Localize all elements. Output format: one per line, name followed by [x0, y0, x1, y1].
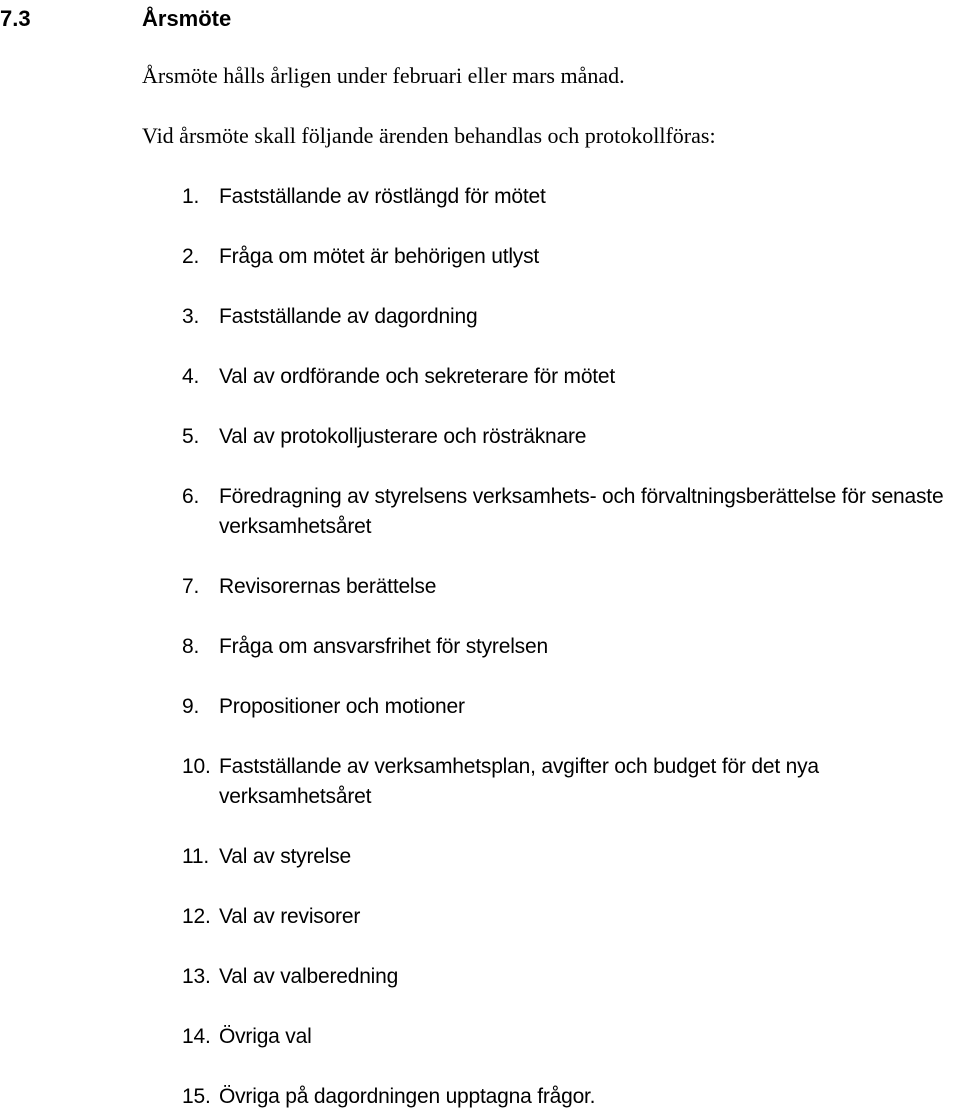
agenda-item-text: Övriga på dagordningen upptagna frågor. [219, 1085, 596, 1108]
agenda-item [182, 302, 960, 332]
agenda-item-number: 1. [182, 185, 200, 208]
agenda-item-text: Revisorernas berättelse [219, 575, 437, 598]
paragraph-agenda-intro: Vid årsmöte skall följande ärenden behandlas och protokollföras: [142, 123, 716, 148]
agenda-item-number: 9. [182, 695, 200, 718]
section-title: Årsmöte [142, 6, 232, 31]
agenda-item-number: 10. [182, 755, 211, 778]
agenda-item-number: 8. [182, 635, 200, 658]
agenda-item-number: 2. [182, 245, 200, 268]
agenda-item-number: 15. [182, 1085, 211, 1108]
agenda-item [182, 482, 960, 542]
agenda-item-number: 11. [182, 845, 210, 868]
agenda-item [182, 962, 960, 992]
agenda-item-number: 3. [182, 305, 200, 328]
agenda-item-number: 12. [182, 905, 211, 928]
agenda-item-text: Fastställande av verksamhetsplan, avgifter och budget för det nya verksamhetsåret [219, 755, 819, 808]
agenda-item-text: Val av ordförande och sekreterare för mötet [219, 365, 616, 388]
agenda-item-text: Propositioner och motioner [219, 695, 465, 718]
agenda-item [182, 902, 960, 932]
agenda-item-text: Val av revisorer [219, 905, 361, 928]
agenda-item [182, 752, 960, 812]
agenda-item-text: Fråga om ansvarsfrihet för styrelsen [219, 635, 548, 658]
agenda-item [182, 1082, 960, 1112]
agenda-item-text: Fastställande av röstlängd för mötet [219, 185, 546, 208]
agenda-item-text: Fastställande av dagordning [219, 305, 478, 328]
agenda-item [182, 182, 960, 212]
agenda-item [182, 362, 960, 392]
agenda-item-text: Val av styrelse [219, 845, 351, 868]
agenda-item-text: Val av protokolljusterare och rösträknare [219, 425, 587, 448]
agenda-item [182, 632, 960, 662]
agenda-item-number: 6. [182, 485, 200, 508]
agenda-item-number: 5. [182, 425, 200, 448]
agenda-item [182, 692, 960, 722]
agenda-item-text: Övriga val [219, 1025, 312, 1048]
agenda-item [182, 422, 960, 452]
agenda-item-number: 14. [182, 1025, 211, 1048]
paragraph-meeting-timing: Årsmöte hålls årligen under februari eller mars månad. [142, 63, 625, 88]
agenda-item [182, 572, 960, 602]
agenda-item-number: 13. [182, 965, 211, 988]
agenda-item-text: Föredragning av styrelsens verksamhets- och förvaltningsberättelse för senaste verksamhetsåret [219, 485, 944, 538]
agenda-item [182, 242, 960, 272]
agenda-item [182, 842, 960, 872]
agenda-item-text: Val av valberedning [219, 965, 399, 988]
agenda-item-number: 7. [182, 575, 200, 598]
agenda-item-text: Fråga om mötet är behörigen utlyst [219, 245, 540, 268]
section-number: 7.3 [0, 6, 31, 31]
agenda-item [182, 1022, 960, 1052]
agenda-item-number: 4. [182, 365, 200, 388]
